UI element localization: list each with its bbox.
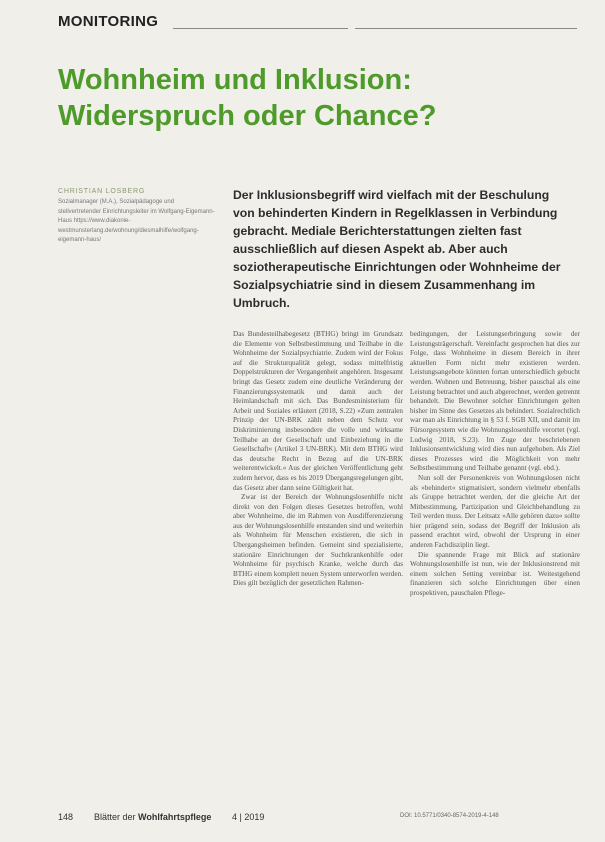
issue-number: 4 | 2019 — [232, 812, 265, 822]
page-number: 148 — [58, 812, 74, 822]
body-column-left — [233, 330, 403, 810]
journal-name — [94, 812, 211, 822]
body-paragraph: bedingungen, der Leistungserbringung sowie der Leistungsträgerschaft. Vereinfacht gesprochen hat dies zur Folge, dass Wohnheime in diesem Bereich in ihrer aktuellen Form nicht mehr existieren werden. Leistungsangebote könnten fortan unterschiedlich gebucht werden. Wohnen und Betreuung, bisher pauschal als eine Leistung betrachtet und auch abgerechnet, werden getrennt behandelt. Die Bewohner solcher Einrichtungen gelten bisher im Sinne des Gesetzes als behindert. Sozialrechtlich war man als Einrichtung in § 53 f. SGB XII, und damit im Fürsorgesystem wie die Wohnungslosenhilfe verortet (vgl. Ludwig 2018, S.23). Im Zuge der beschriebenen Inklusionsentwicklung wird dies nun aufgehoben. Als Ziel dieses Prozesses wird die Möglichkeit von mehr Selbstbestimmung und Teilhabe genannt (vgl. ebd.). — [410, 330, 580, 473]
author-bio: Sozialmanager (M.A.), Sozialpädagoge und stellvertretender Einrichtungsleiter im Wolfgang-Eigemann-Haus https://www.diakonie-westmunsterlang.de/wohnung/diesmalhilfe/wolfgang-eigemann-haus/ — [58, 199, 215, 244]
header-rule — [355, 28, 577, 29]
body-paragraph: Nun soll der Personenkreis von Wohnungslosen nicht als »behindert« stigmatisiert, sondern vielmehr ebenfalls als Gruppe betrachtet werden, der die gleiche Art der Mitbestimmung, Partizipation und Gleichbehandlung zu Teil werden muss. Der Leitsatz »Alle gehören dazu« sollte hier prägend sein, sodass der Begriff der Inklusion als passend erachtet wird, obwohl der Ursprung in einer anderen Fachdisziplin liegt. — [410, 473, 580, 550]
body-paragraph: Die spannende Frage mit Blick auf stationäre Wohnungslosenhilfe ist nun, wie der Inklusionstrend mit einem solchen Setting vereinbar ist. Weitestgehend finanzieren sich solche Einrichtungen über einen prospektiven, pauschalen Pflege- — [410, 550, 580, 598]
body-column-right — [410, 330, 580, 810]
section-label: MONITORING — [58, 13, 159, 30]
page-footer — [0, 810, 605, 830]
body-paragraph: Das Bundesteilhabegesetz (BTHG) bringt im Grundsatz die Elemente von Selbstbestimmung und Teilhabe in die Wohnheime der Sozialpsychiatrie. Zudem wird der Fokus auf die Strukturqualität gelegt, sodass mittelfristig Doppelstrukturen der Vergangenheit angehören. Insgesamt bringt das Gesetz zudem eine deutliche Veränderung der Finanzierungssystematik und damit auch der Heimlandschaft mit sich. Das Bundesministerium für Arbeit und Soziales erläutert (2018, S.22) »Zum zentralen Prinzip der UN-BRK zählt neben dem Schutz vor Diskriminierung insbesondere die volle und wirksame Teilhabe an der Gesellschaft und Einbeziehung in die Gesellschaft« (Artikel 3 UN-BRK). Mit dem BTHG wird das deutsche Recht in Bezug auf die UN-BRK weiterentwickelt.« Aus der gleichen Veröffentlichung geht zudem hervor, dass es bis 2019 Übergangsregelungen gibt, das Gesetz aber dann seine Gültigkeit hat. — [233, 330, 403, 492]
body-paragraph: Zwar ist der Bereich der Wohnungslosenhilfe nicht direkt von den Folgen dieses Gesetzes betroffen, wohl aber Wohnheime, die im Rahmen von Ausdifferenzierung aus der Wohnungslosenhilfe entstanden sind und weiterhin als Wohnheim für Menschen existieren, die sich in Übergangsheimen befinden. Gemeint sind spezialisierte, stationäre Einrichtungen der Suchtkrankenhilfe oder Wohnheime für psychisch Kranke, welche durch das BTHG einem komplett neuen System unterworfen werden. Dies gilt bezüglich der gesetzlichen Rahmen- — [233, 493, 403, 588]
header-rule — [173, 28, 348, 29]
journal-bold: Wohlfahrtspflege — [138, 812, 212, 822]
title-line-1: Wohnheim und Inklusion: — [58, 64, 412, 96]
doi: DOI: 10.5771/0340-8574-2019-4-148 — [400, 813, 499, 819]
title-line-2: Widerspruch oder Chance? — [58, 100, 437, 132]
author-name: CHRISTIAN LOSBERG — [58, 188, 146, 195]
journal-prefix: Blätter der — [94, 812, 139, 822]
author-info — [58, 188, 216, 246]
lead-paragraph: Der Inklusionsbegriff wird vielfach mit der Beschulung von behinderten Kindern in Regelklassen in Verbindung gebracht. Mediale Berichterstattungen zielten fast ausschließlich auf diesen Aspekt ab. Aber auch soziotherapeutische Einrichtungen oder Wohnheime der Sozialpsychiatrie sind in diesem Zusammenhang im Umbruch. — [233, 188, 561, 310]
article-title — [58, 62, 578, 134]
